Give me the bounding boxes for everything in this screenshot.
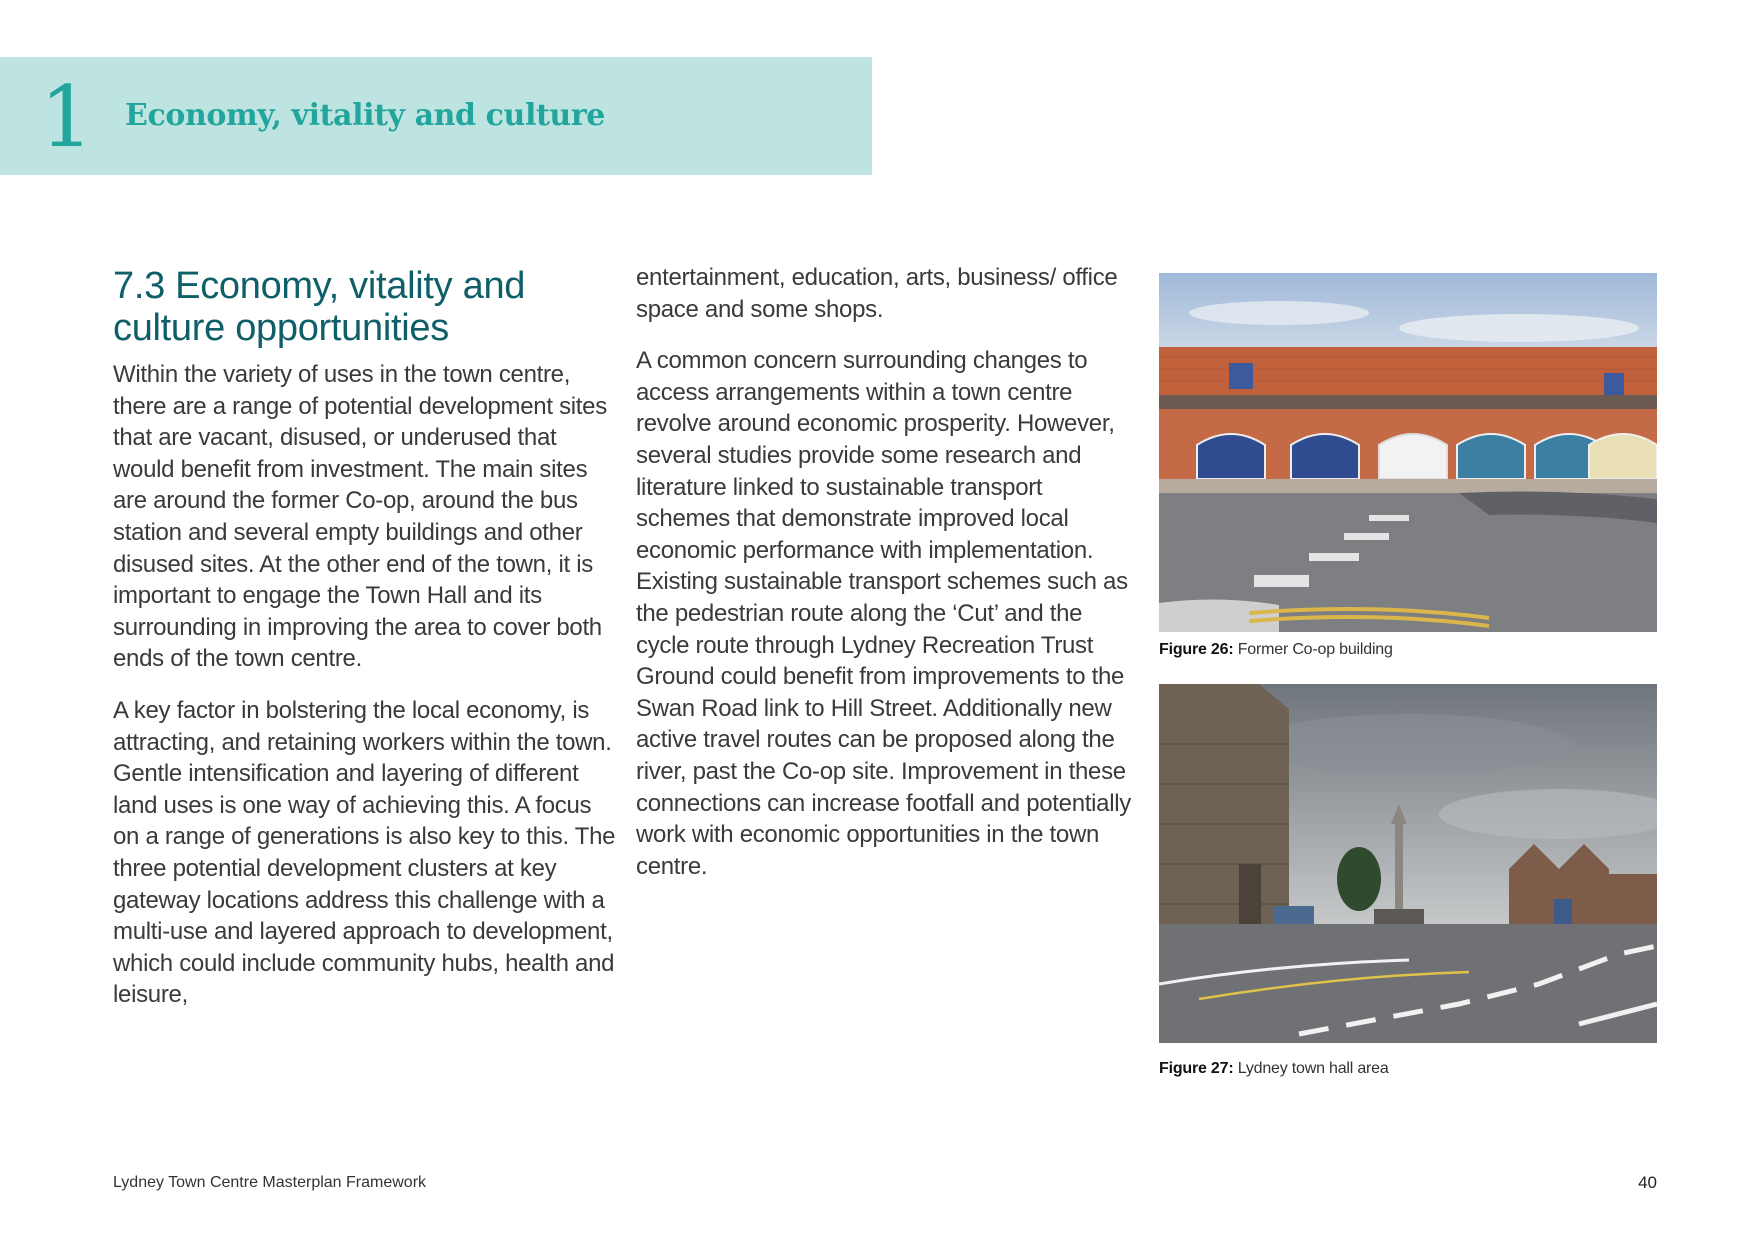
figure-caption	[1159, 640, 1657, 660]
figure-co-op	[1159, 273, 1657, 660]
figure-label: Figure 26:	[1159, 641, 1234, 658]
figure-town-hall	[1159, 684, 1657, 1079]
section-heading: 7.3 Economy, vitality and culture opportunities	[113, 265, 526, 349]
figure-caption-text: Lydney town hall area	[1237, 1060, 1389, 1077]
chapter-title: Economy, vitality and culture	[125, 98, 605, 133]
co-op-building-photo	[1159, 273, 1657, 632]
body-paragraph: A key factor in bolstering the local economy, is attracting, and retaining workers within the town. Gentle intensification and layering of different land uses is one way of achieving this. A focus on a range of generations is also key to this. The three potential development clusters at key gateway locations address this challenge with a multi-use and layered approach to development, which could include community hubs, health and leisure,	[113, 696, 616, 1009]
figure-caption-text: Former Co-op building	[1237, 641, 1393, 658]
page-number: 40	[1638, 1173, 1657, 1192]
chapter-number: 1	[40, 68, 94, 166]
figure-caption	[1159, 1059, 1657, 1079]
town-hall-photo	[1159, 684, 1657, 1043]
body-paragraph: entertainment, education, arts, business/ office space and some shops.	[636, 264, 1118, 323]
body-paragraph: A common concern surrounding changes to access arrangements within a town centre revolve around economic prosperity. However, several studies provide some research and literature linked to sustainable transport schemes that demonstrate improved local economic performance with implementation. Existing sustainable transport schemes such as the pedestrian route along the ‘Cut’ and the cycle route through Lydney Recreation Trust Ground could benefit from improvements to the Swan Road link to Hill Street. Additionally new active travel routes can be proposed along the river, past the Co-op site. Improvement in these connections can increase footfall and potentially work with economic opportunities in the town centre.	[636, 347, 1131, 880]
footer-document-title: Lydney Town Centre Masterplan Framework	[113, 1174, 427, 1191]
text-column-left	[113, 265, 623, 1031]
text-column-middle	[636, 262, 1136, 902]
figure-label: Figure 27:	[1159, 1060, 1234, 1077]
body-paragraph: Within the variety of uses in the town centre, there are a range of potential development sites that are vacant, disused, or underused that would benefit from investment. The main sites are around the former Co-op, around the bus station and several empty buildings and other disused sites. At the other end of the town, it is important to engage the Town Hall and its surrounding in improving the area to cover both ends of the town centre.	[113, 361, 607, 673]
